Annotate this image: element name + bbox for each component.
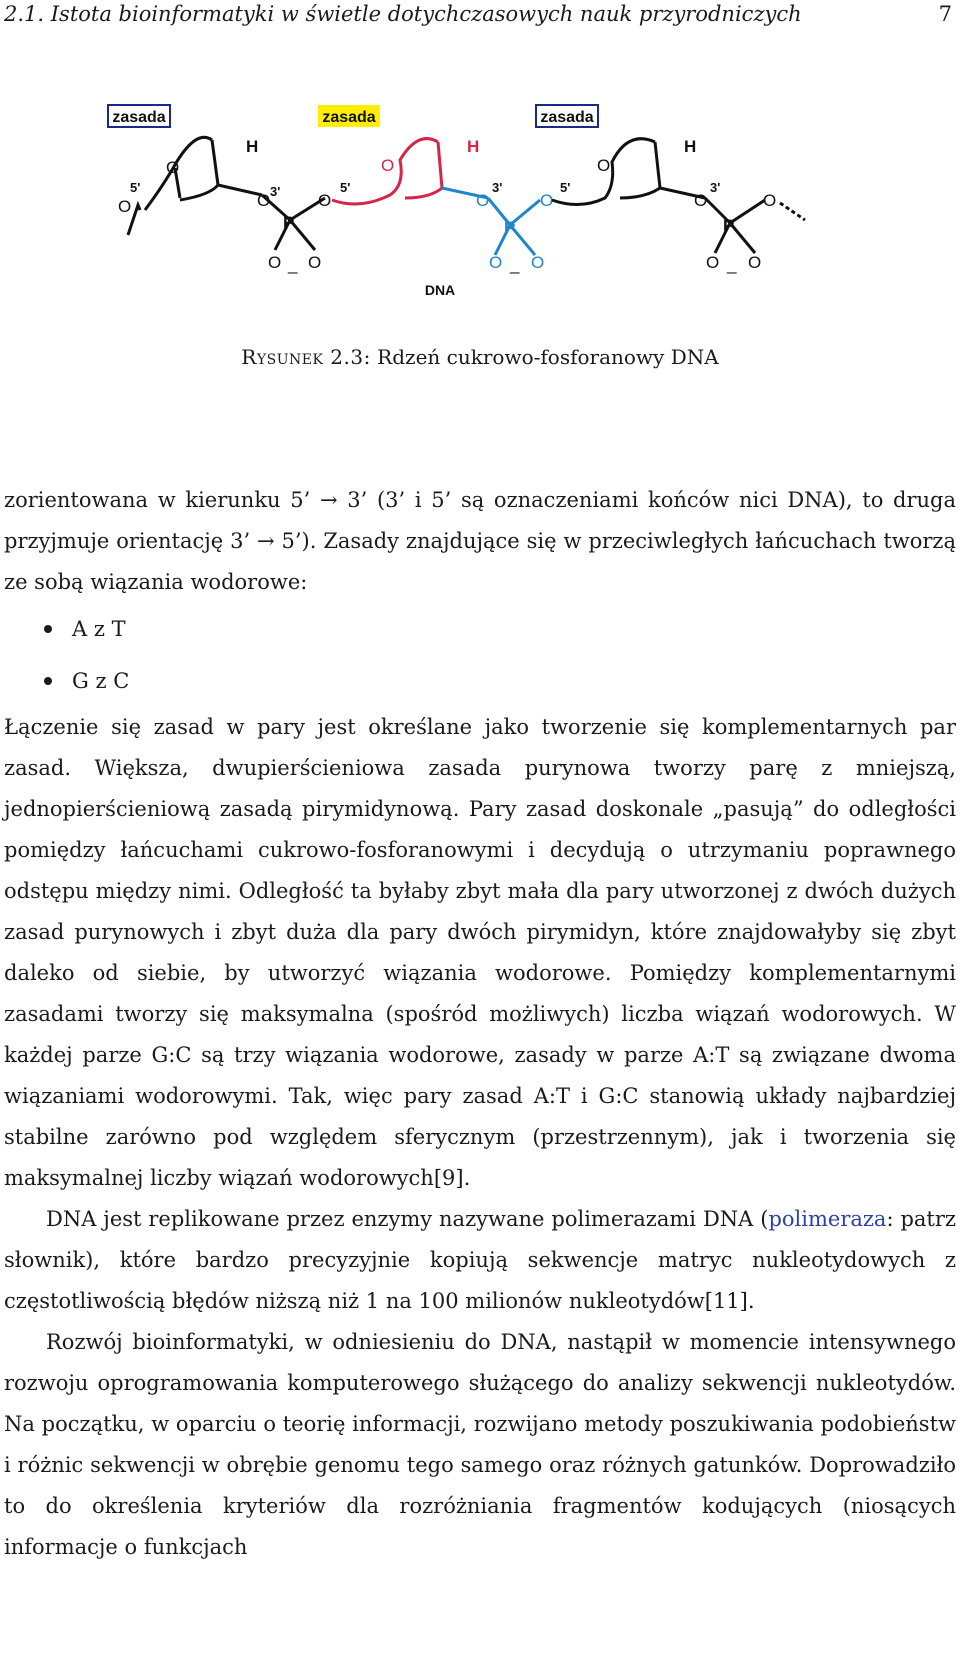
nucleotide-unit-1 xyxy=(128,137,325,250)
atom-h-1: H xyxy=(246,137,259,156)
charge-3: _ xyxy=(727,255,737,274)
figure-caption xyxy=(0,344,960,370)
atom-o-p1a: O xyxy=(268,253,282,272)
bullet-dot xyxy=(44,625,52,633)
atom-o-3-2: O xyxy=(476,191,490,210)
charge-2: _ xyxy=(510,255,520,274)
atom-o-ring-3: O xyxy=(597,156,611,175)
atom-o-ring-1: O xyxy=(166,158,180,177)
atom-h-2: H xyxy=(467,137,480,156)
p3-after: : patrz słownik), które bardzo precyzyjnie kopiują sekwencje matryc nukleotydowych z częstotliwością błędów niższą niż 1 na 100 milionów nukleotydów[11]. xyxy=(4,1207,956,1313)
base-label-3: zasada xyxy=(540,109,594,126)
caption-text: Rdzeń cukrowo-fosforanowy DNA xyxy=(370,345,719,369)
prime3-1: 3' xyxy=(270,184,281,199)
p3-before: DNA jest replikowane przez enzymy nazywane polimerazami DNA ( xyxy=(46,1207,769,1231)
prime5-3: 5' xyxy=(560,180,571,195)
bullet-dot xyxy=(44,677,52,685)
atom-o-ring-2: O xyxy=(381,156,395,175)
prime3-2: 3' xyxy=(492,180,503,195)
body-text xyxy=(4,480,956,1568)
base-label-2: zasada xyxy=(322,109,376,126)
list-item-text: A z T xyxy=(72,617,126,641)
paragraph-1: zorientowana w kierunku 5’ → 3’ (3’ i 5’ są oznaczeniami końców nici DNA), to druga przyjmuje orientację 3’ → 5’). Zasady znajdujące się w przeciwległych łańcuchach tworzą ze sobą wiązania wodorowe: xyxy=(4,488,956,594)
paragraph-2: Łączenie się zasad w pary jest określane jako tworzenie się komplementarnych par zasad. Większa, dwupierścieniowa zasada purynowa tworzy parę z mniejszą, jednopierścieniową zasadą pirymidynową. Pary zasad doskonale „pasują” do odległości pomiędzy łańcuchami cukrowo-fosforanowymi i decydują o utrzymaniu poprawnego odstępu między nimi. Odległość ta byłaby zbyt mała dla pary utworzonej z dwóch dużych zasad purynowych i zbyt duża dla pary dwóch pirymidyn, które znajdowałyby się zbyt daleko od siebie, by utworzyć wiązania wodorowe. Pomiędzy komplementarnymi zasadami tworzy się maksymalna (spośród możliwych) liczba wiązań wodorowych. W każdej parze G:C są trzy wiązania wodorowe, zasady w parze A:T są związane dwoma wiązaniami wodorowymi. Tak, więc pary zasad A:T i G:C stanowią układy najbardziej stabilne zarówno pod względem sferycznym (przestrzennym), jak i tworzenia się maksymalnej liczby wiązań wodorowych[9]. xyxy=(4,715,956,1190)
atom-o-p3b: O xyxy=(748,253,762,272)
atom-o-p2c: O xyxy=(540,191,554,210)
base-label-1: zasada xyxy=(112,109,166,126)
polimeraza-link[interactable]: polimeraza xyxy=(768,1207,887,1231)
atom-o-5-1: O xyxy=(118,197,132,216)
prime5-2: 5' xyxy=(340,180,351,195)
charge-1: _ xyxy=(288,255,298,274)
prime5-1: 5' xyxy=(130,180,141,195)
atom-p-1: P xyxy=(283,213,295,232)
atom-p-3: P xyxy=(723,216,735,235)
caption-label: Rysunek 2.3: xyxy=(241,345,371,369)
list-item xyxy=(4,655,956,707)
atom-o-p1b: O xyxy=(308,253,322,272)
atom-o-p1c: O xyxy=(318,191,332,210)
atom-o-p2a: O xyxy=(489,253,503,272)
atom-o-p3c: O xyxy=(763,191,777,210)
section-title: 2.1. Istota bioinformatyki w świetle dotychczasowych nauk przyrodniczych xyxy=(4,2,802,26)
atom-h-3: H xyxy=(684,137,697,156)
dna-backbone-figure xyxy=(100,100,860,325)
page-number: 7 xyxy=(938,2,952,26)
paragraph-4: Rozwój bioinformatyki, w odniesieniu do DNA, nastąpił w momencie intensywnego rozwoju oprogramowania komputerowego służącego do analizy sekwencji nukleotydów. Na początku, w oparciu o teorię informacji, rozwijano metody poszukiwania podobieństw i różnic sekwencji w obrębie genomu tego samego oraz różnych gatunków. Doprowadziło to do określenia kryteriów dla rozróżniania fragmentów kodujących (niosących informacje o funkcjach xyxy=(4,1330,956,1559)
dna-label: DNA xyxy=(424,282,456,298)
running-header xyxy=(4,0,956,30)
atom-o-p3a: O xyxy=(706,253,720,272)
paragraph-3 xyxy=(4,1199,956,1322)
bullet-list xyxy=(4,603,956,707)
atom-o-3-3: O xyxy=(694,191,708,210)
prime3-3: 3' xyxy=(710,180,721,195)
atom-o-3-1: O xyxy=(257,191,271,210)
phosphate-2 xyxy=(442,188,540,255)
atom-p-2: P xyxy=(504,218,516,237)
list-item-text: G z C xyxy=(72,669,130,693)
atom-o-p2b: O xyxy=(531,253,545,272)
list-item xyxy=(4,603,956,655)
